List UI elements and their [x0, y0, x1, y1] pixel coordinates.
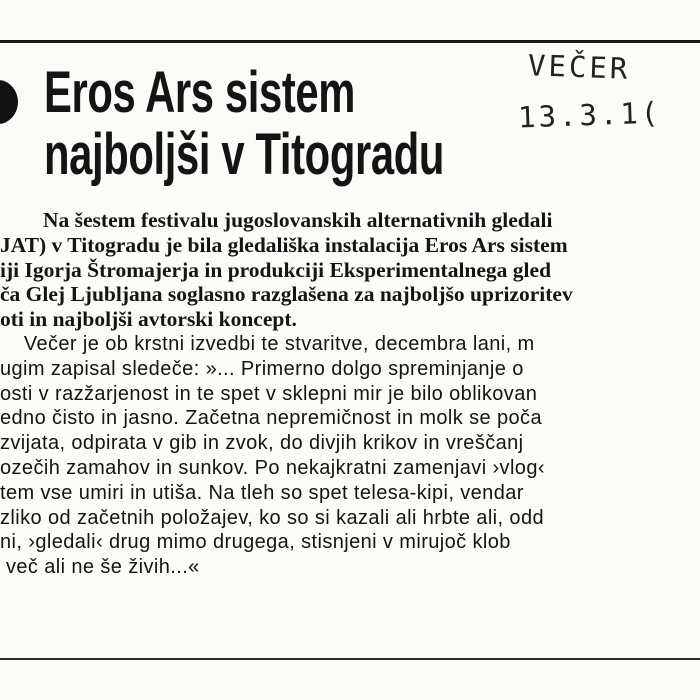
text-line: zliko od začetnih položajev, ko so si kazali ali hrbte ali, odd: [0, 506, 544, 529]
text-line: osti v razžarjenost in te spet v sklepni mir je bilo oblikovan: [0, 382, 538, 405]
text-line: ugim zapisal sledeče: »... Primerno dolgo spreminjanje o: [0, 357, 524, 380]
text-line: Na šestem festivalu jugoslovanskih alternativnih gledali: [0, 208, 553, 232]
text-line: ni, ›gledali‹ drug mimo drugega, stisnjeni v mirujoč klob: [0, 531, 511, 554]
headline: [44, 62, 444, 186]
text-line: JAT) v Titogradu je bila gledališka instalacija Eros Ars sistem: [0, 232, 568, 257]
article-body: [0, 208, 700, 580]
headline-line: najboljši v Titogradu: [44, 122, 445, 187]
text-line: Večer je ob krstni izvedbi te stvaritve, decembra lani, m: [0, 332, 535, 355]
text-line: ozečih zamahov in sunkov. Po nekajkratni zamenjavi ›vlog‹: [0, 456, 545, 479]
body-paragraph: [0, 332, 700, 580]
clipping-top-rule: [0, 40, 700, 43]
text-line: zvijata, odpirata v gib in zvok, do divjih krikov in vreščanj: [0, 432, 524, 455]
handwritten-date: 13.3.1(: [517, 95, 662, 135]
text-line: edno čisto in jasno. Začetna nepremičnost in molk se poča: [0, 407, 542, 430]
bullet-dot: [0, 80, 18, 124]
text-line: iji Igorja Štromajerja in produkciji Eksperimentalnega gled: [0, 257, 552, 282]
text-line: oti in najboljši avtorski koncept.: [0, 307, 297, 332]
text-line: tem vse umiri in utiša. Na tleh so spet telesa-kipi, vendar: [0, 481, 524, 504]
clipping-bottom-rule: [0, 658, 700, 660]
lead-paragraph: [0, 208, 700, 332]
handwritten-newspaper-name: VEČER: [527, 48, 631, 86]
text-line: več ali ne še živih...«: [0, 556, 200, 579]
headline-line: Eros Ars sistem: [44, 60, 356, 125]
text-line: ča Glej Ljubljana soglasno razglašena za najboljšo uprizoritev: [0, 282, 573, 307]
